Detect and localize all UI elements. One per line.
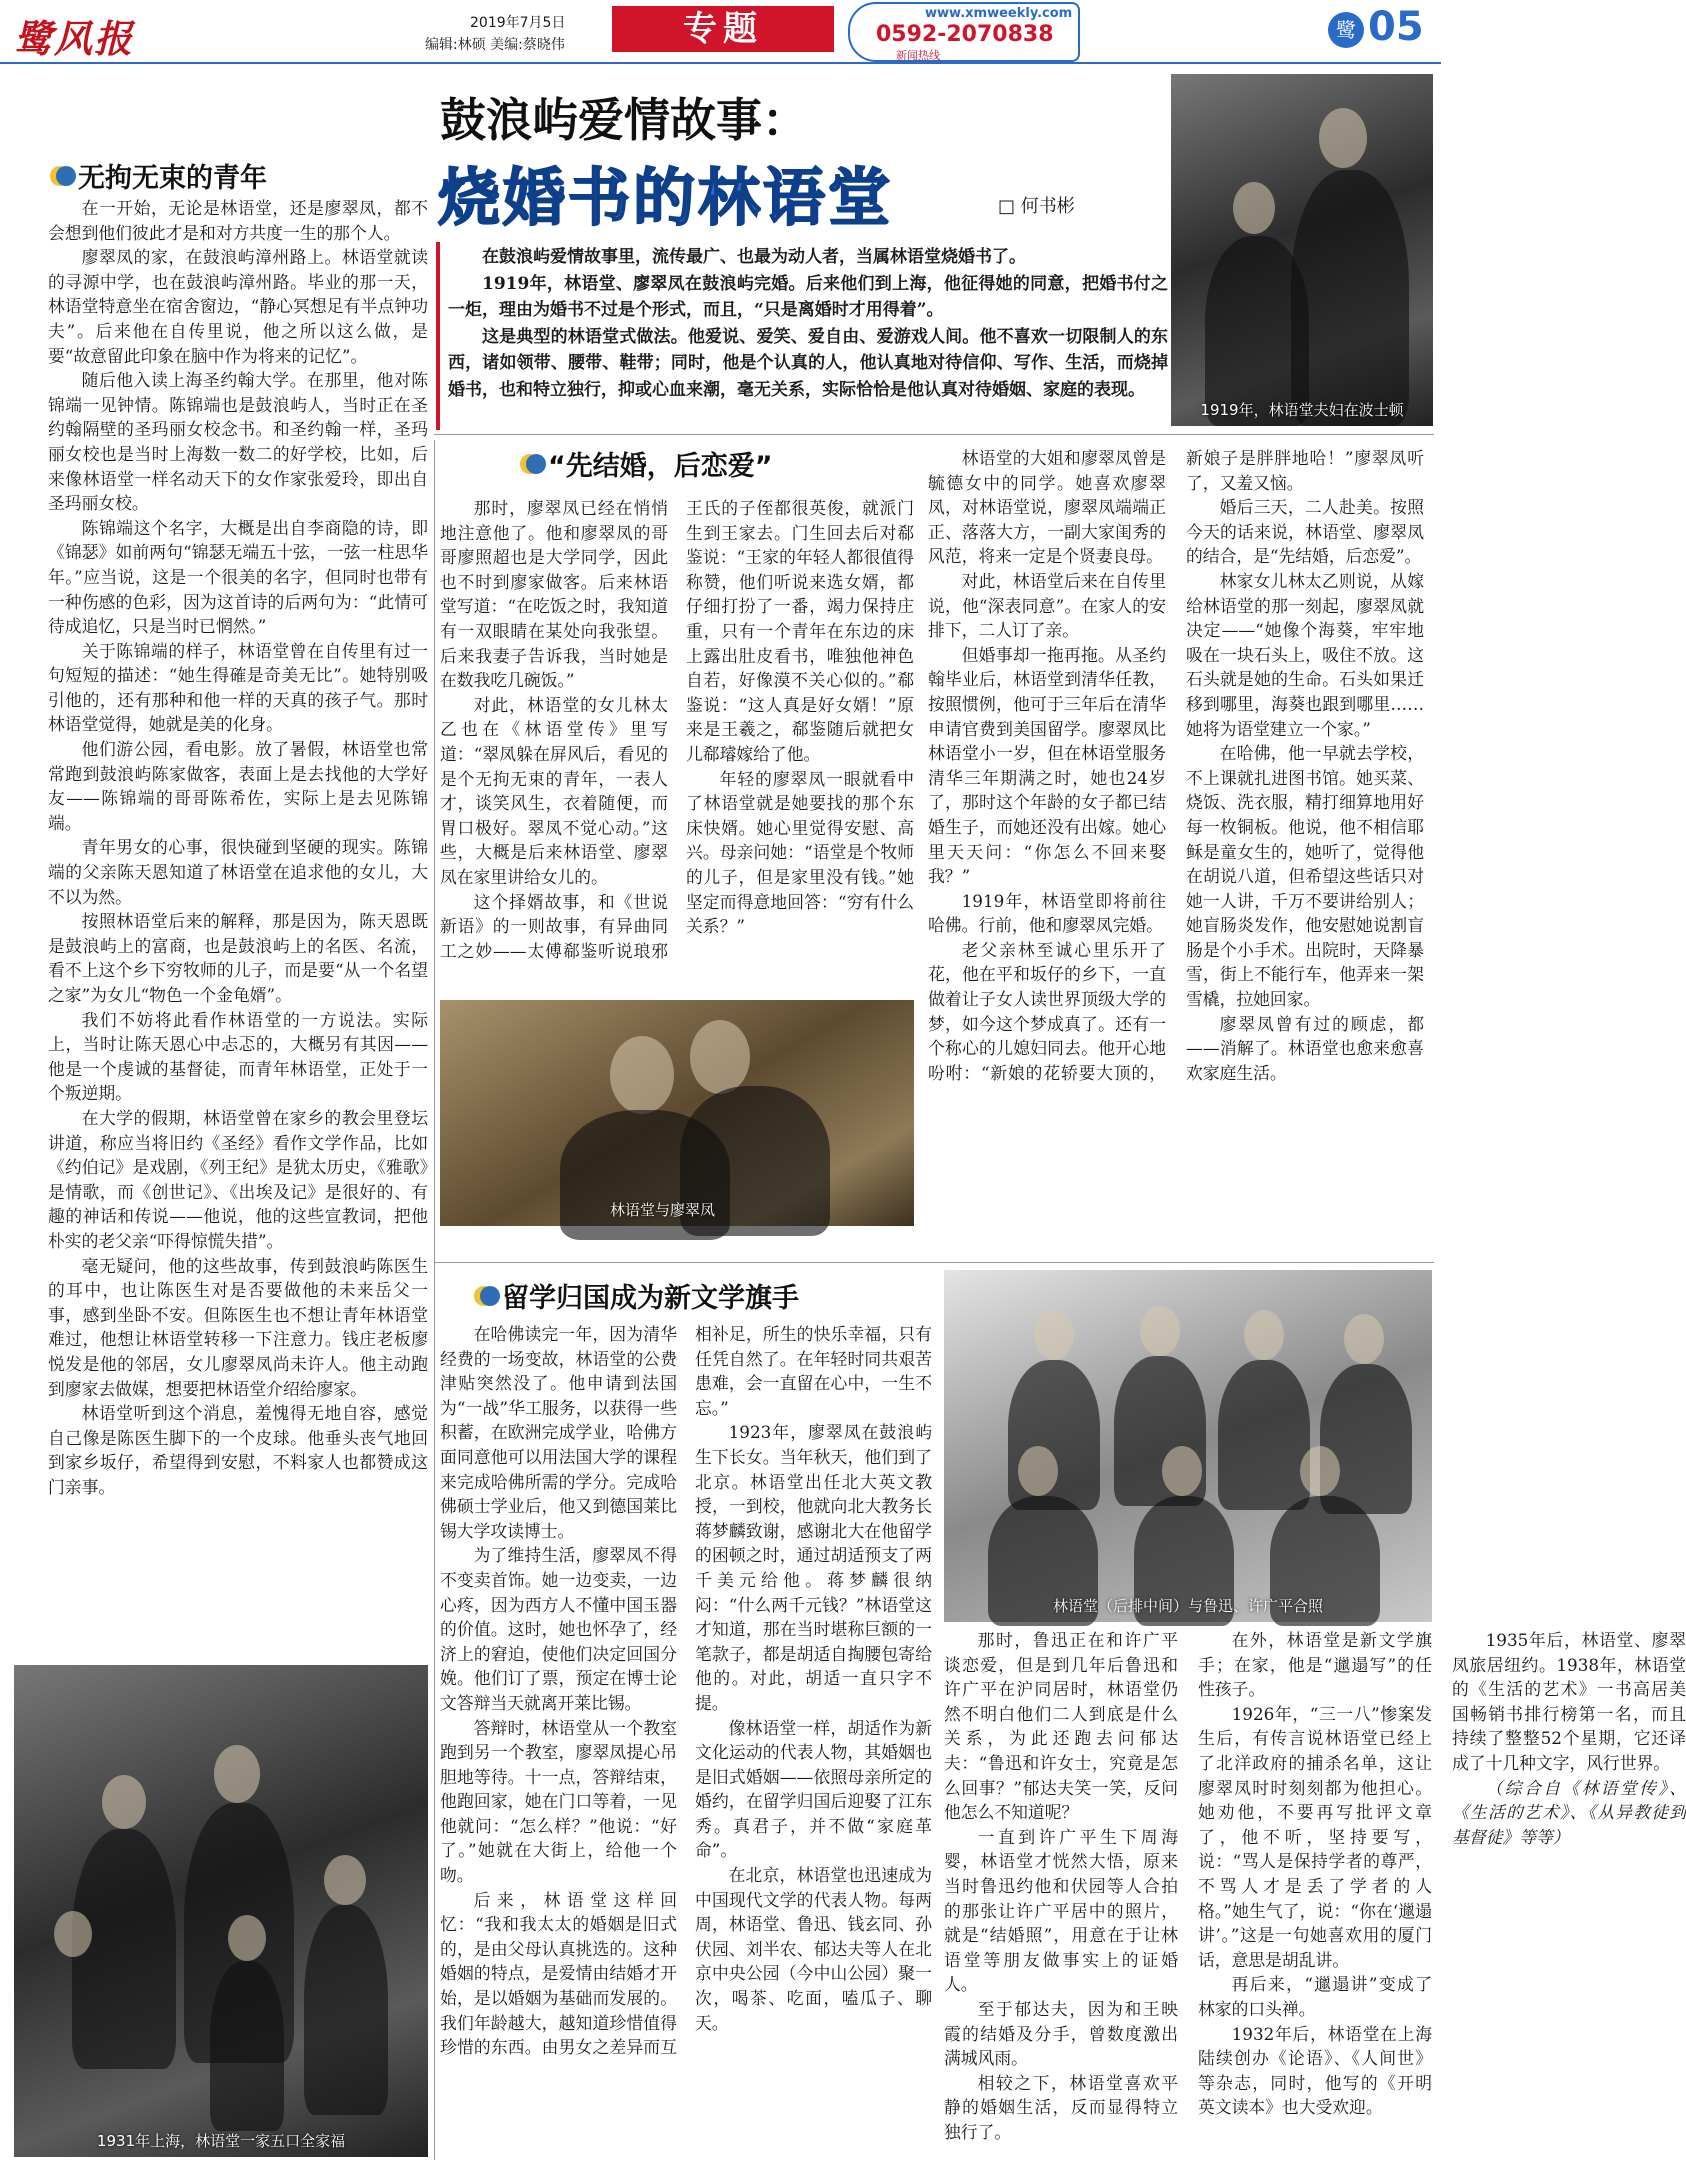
photo-couple-1919	[1171, 74, 1433, 426]
body-paragraph: 后来，林语堂这样回忆：“我和我太太的婚姻是旧式的，是由父母认真挑选的。这种婚姻的特点，是爱情由结婚才开始，是以婚姻为基础而发展的。我们年龄越大，越知道珍惜值得珍惜的东西。由男女之差异而互相补足，所生的快乐幸福，只有任凭自然了。在年轻时同共艰苦患难，会一直留在心中，一生不忘。”	[440, 1324, 932, 2058]
section-title-text: 留学归国成为新文学旗手	[502, 1283, 799, 1314]
body-paragraph: 对此，林语堂后来在自传里说，他“深表同意”。在家人的安排下，二人订了亲。	[928, 570, 1166, 641]
body-paragraph: 相较之下，林语堂喜欢平静的婚姻生活，反而显得特立独行了。	[944, 2072, 1178, 2142]
page-badge: 鹭	[1328, 12, 1364, 48]
body-paragraph: 这个择婿故事，和《世说新语》的一则故事，有异曲同工之妙——太傅郗鉴听说琅邪王氏的子侄都很英俊，就派门生到王家去。门生回去后对郗鉴说：“王家的年轻人都很值得称赞，他们听说来选女婿，都仔细打扮了一番，竭力保持庄重，只有一个青年在东边的床上露出肚皮看书，唯独他神色自若，好像漠不关心似的。”郗鉴说：“这人真是好女婿！”原来是王羲之，郗鉴随后就把女儿郗璿嫁给了他。	[440, 498, 914, 961]
photo-face	[324, 1855, 366, 1905]
paper-logo: 鹭风报	[14, 16, 135, 61]
headline-main: 烧婚书的林语堂	[438, 161, 894, 234]
body-paragraph: 那时，廖翠凤已经在悄悄地注意他了。他和廖翠凤的哥哥廖照超也是大学同学，因此也不时到廖家做客。后来林语堂写道：“在吃饭之时，我知道有一双眼睛在某处向我张望。后来我妻子告诉我，当时她是在数我吃几碗饭。”	[440, 498, 668, 691]
column-divider	[434, 440, 435, 2160]
body-paragraph: 为了维持生活，廖翠凤不得不变卖首饰。她一边变卖，一边心疼，因为西方人不懂中国玉器的价值。这时，她也怀孕了，经济上的窘迫，使他们决定回国分娩。他们订了票，预定在博士论文答辩当天就离开莱比锡。	[440, 1545, 677, 1713]
body-paragraph: 答辩时，林语堂从一个教室跑到另一个教室，廖翠凤提心吊胆地等待。十一点，答辩结束，他跑回家，她在门口等着，一见他就问：“怎么样？”他说：“好了。”她就在大街上，给他一个吻。	[440, 1717, 677, 1886]
photo-face	[610, 1036, 674, 1114]
body-paragraph: 廖翠凤曾有过的顾虑，都——消解了。林语堂也愈来愈喜欢家庭生活。	[1186, 1013, 1424, 1083]
masthead	[0, 0, 1441, 64]
photo-face	[1034, 1310, 1074, 1360]
masthead-rule	[0, 62, 1441, 64]
body-paragraph: 廖翠凤的家，在鼓浪屿漳州路上。林语堂就读的寻源中学，也在鼓浪屿漳州路。毕业的那一天，林语堂特意坐在宿舍窗边，“静心冥想足有半点钟功夫”。后来他在自传里说，他之所以这么做，是要“故意留此印象在脑中作为将来的记忆”。	[48, 247, 428, 366]
photo-with-wife	[440, 1000, 914, 1226]
body-paragraph: 在外，林语堂是新文学旗手；在家，他是“邋遢写”的任性孩子。	[1198, 1630, 1432, 1700]
column-3-right	[944, 1628, 1686, 2160]
moon-icon	[520, 454, 540, 474]
photo-figure	[1218, 1360, 1310, 1510]
body-paragraph: 再后来，“邋遢讲”变成了林家的口头禅。	[1198, 1974, 1432, 2019]
photo-face	[1233, 182, 1275, 234]
photo-caption: 林语堂与廖翠凤	[610, 1201, 716, 1219]
hotline-number: 0592-2070838	[876, 22, 1054, 47]
photo-face	[1319, 108, 1367, 168]
body-paragraph: 陈锦端这个名字，大概是出自李商隐的诗，即《锦瑟》如前两句“锦瑟无端五十弦，一弦一柱思华年。”应当说，这是一个很美的名字，但同时也带有一种伤感的色彩，因为这首诗的后两句为：“此情可待成追忆，只是当时已惘然。”	[48, 517, 428, 637]
photo-group	[944, 1270, 1432, 1622]
hotline-label: 新闻热线	[896, 49, 940, 62]
body-paragraph: 在哈佛读完一年，因为清华经费的一场变故，林语堂的公费津贴突然没了。他申请到法国为“一战”华工服务，以获得一些积蓄，在欧洲完成学业，哈佛方面同意他可以用法国大学的课程来完成哈佛所需的学分。完成哈佛硕士学业后，他又到德国莱比锡大学攻读博士。	[440, 1324, 677, 1541]
body-paragraph: 至于郁达夫，因为和王映霞的结婚及分手，曾数度激出满城风雨。	[944, 1998, 1178, 2069]
photo-face	[1344, 1314, 1384, 1364]
section-divider	[434, 434, 1434, 435]
section-title-youth	[50, 156, 267, 195]
photo-figure	[1320, 1364, 1412, 1514]
photo-figure	[210, 1961, 284, 2131]
photo-figure	[304, 1905, 388, 2115]
photo-face	[690, 1020, 750, 1094]
photo-face	[1162, 1446, 1202, 1496]
column-2-upper	[440, 496, 914, 988]
body-paragraph: 林语堂的大姐和廖翠凤曾是毓德女中的同学。她喜欢廖翠凤，对林语堂说，廖翠凤端端正正、落落大方，一副大家闺秀的风范，将来一定是个贤妻良母。	[928, 448, 1166, 567]
body-paragraph: 林家女儿林太乙则说，从嫁给林语堂的那一刻起，廖翠凤就决定——“她像个海葵，牢牢地吸在一块石头上，吸住不放。这石头就是她的生命。石头如果迁移到哪里，海葵也跟到哪里……她将为语堂建立一个家。”	[1186, 570, 1424, 739]
section-label: 专题	[612, 6, 834, 52]
lead-paragraph: 1919年，林语堂、廖翠凤在鼓浪屿完婚。后来他们到上海，他征得她的同意，把婚书付之一炬，理由为婚书不过是个形式，而且，“只是离婚时才用得着”。	[448, 273, 1168, 320]
photo-caption: 1919年，林语堂夫妇在波士顿	[1200, 401, 1404, 419]
editor-credits: 编辑:林硕 美编:蔡晓伟	[425, 37, 565, 53]
body-paragraph: 那时，鲁迅正在和许广平谈恋爱，但是到几年后鲁迅和许广平在沪同居时，林语堂仍然不明白他们二人到底是什么关系，为此还跑去问郁达夫：“鲁迅和许女士，究竟是怎么回事？”郁达夫笑一笑，反问他怎么不知道呢？	[944, 1630, 1178, 1823]
body-paragraph: 年轻的廖翠凤一眼就看中了林语堂就是她要找的那个东床快婿。她心里觉得安慰、高兴。母亲问她：“语堂是个牧师的儿子，但是家里没有钱。”她坚定而得意地回答：“穷有什么关系？”	[686, 768, 914, 937]
issue-date: 2019年7月5日	[470, 15, 566, 31]
body-paragraph: 毫无疑问，他的这些故事，传到鼓浪屿陈医生的耳中，也让陈医生对是否要做他的未来岳父一事，感到坐卧不安。但陈医生也不想让青年林语堂难过，他想让林语堂转移一下注意力。钱庄老板廖悦发是他的邻居，女儿廖翠凤尚未许人。他主动跑到廖家去做媒，想要把林语堂介绍给廖家。	[48, 1255, 428, 1399]
photo-family-1931	[14, 1665, 428, 2157]
section-title-marriage	[520, 444, 773, 483]
lead-accent-bar	[436, 242, 440, 430]
photo-face	[214, 1745, 260, 1803]
moon-icon	[50, 166, 70, 186]
lead-text	[448, 244, 1168, 430]
body-paragraph: 在哈佛，他一早就去学校，不上课就扎进图书馆。她买菜、烧饭、洗衣服，精打细算地用好每一枚铜板。他说，他不相信耶稣是童女生的，她听了，觉得他在胡说八道，但希望这些话只对她一人讲，千万不要讲给别人；她盲肠炎发作，他安慰她说割盲肠是个小手术。出院时，天降暴雪，街上不能行车，他弄来一架雪橇，拉她回家。	[1186, 743, 1424, 1010]
moon-icon	[474, 1286, 494, 1306]
photo-face	[54, 1911, 92, 1957]
body-paragraph: 在大学的假期，林语堂曾在家乡的教会里登坛讲道，称应当将旧约《圣经》看作文学作品，比如《约伯记》是戏剧，《列王纪》是犹太历史，《雅歌》是情歌，而《创世记》、《出埃及记》是很好的、有趣的神话和传说——他说，他的这些宣教词，把他朴实的老父亲“吓得惊慌失措”。	[48, 1107, 428, 1251]
body-paragraph: 但婚事却一拖再拖。从圣约翰毕业后，林语堂到清华任教，按照惯例，他可于三年后在清华申请官费到美国留学。廖翠凤比林语堂小一岁，但在林语堂服务清华三年期满之时，她也24岁了，那时这个年龄的女子都已结婚生子，而她还没有出嫁。她心里天天问：“你怎么不回来娶我？”	[928, 644, 1166, 887]
photo-face	[1244, 1310, 1284, 1360]
body-paragraph: 1923年，廖翠凤在鼓浪屿生下长女。当年秋天，他们到了北京。林语堂出任北大英文教授，一到校，他就向北大教务长蒋梦麟致谢，感谢北大在他留学的困顿之时，通过胡适预支了两千美元给他。蒋梦麟很纳闷：“什么两千元钱？”林语堂这才知道，那在当时堪称巨额的一笔款子，都是胡适自掏腰包寄给他的。对此，胡适一直只字不提。	[695, 1422, 932, 1713]
body-paragraph: 他们游公园，看电影。放了暑假，林语堂也常常跑到鼓浪屿陈家做客，表面上是去找他的大学好友——陈锦端的哥哥陈希佐，实际上是去见陈锦端。	[48, 739, 428, 833]
body-paragraph: 一直到许广平生下周海婴，林语堂才恍然大悟，原来当时鲁迅约他和伏园等人合拍的那张让许广平居中的照片，就是“结婚照”，用意在于让林语堂等朋友做事实上的证婚人。	[944, 1826, 1178, 1995]
column-3-left	[440, 1322, 932, 2160]
photo-caption: 林语堂（后排中间）与鲁迅、许广平合照	[1052, 1597, 1323, 1615]
photo-face	[228, 1915, 266, 1961]
section-title-return	[474, 1276, 799, 1315]
photo-figure	[72, 1829, 176, 2069]
byline: □ 何书彬	[998, 196, 1075, 217]
photo-caption: 1931年上海，林语堂一家五口全家福	[96, 2132, 346, 2150]
body-paragraph: 1932年后，林语堂在上海陆续创办《论语》、《人间世》等杂志，同时，他写的《开明英文读本》也大受欢迎。	[1198, 2023, 1432, 2118]
photo-figure	[1205, 236, 1309, 426]
column-2-right	[928, 446, 1424, 1252]
section-title-text: 无拘无束的青年	[78, 163, 267, 194]
body-paragraph: 随后他入读上海圣约翰大学。在那里，他对陈锦端一见钟情。陈锦端也是鼓浪屿人，当时正在圣约翰隔壁的圣玛丽女校念书。和圣约翰一样，圣玛丽女校也是当时上海数一数二的好学校，比如，后来像林语堂一样名动天下的女作家张爱玲，即出自圣玛丽女校。	[48, 370, 428, 514]
body-paragraph: 1935年后，林语堂、廖翠凤旅居纽约。1938年，林语堂的《生活的艺术》一书高居美国畅销书排行榜第一名，而且持续了整整52个星期，它还译成了十几种文字，风行世界。	[1452, 1630, 1686, 1773]
section-divider	[434, 1262, 1434, 1263]
website-link[interactable]: www.xmweekly.com	[925, 6, 1073, 21]
headline-kicker: 鼓浪屿爱情故事：	[440, 93, 808, 147]
body-paragraph: 青年男女的心事，很快碰到坚硬的现实。陈锦端的父亲陈天恩知道了林语堂在追求他的女儿，大不以为然。	[48, 837, 428, 907]
body-paragraph: 1926年，“三一八”惨案发生后，有传言说林语堂已经上了北洋政府的捕杀名单，这让廖翠凤时时刻刻都为他担心。她劝他，不要再写批评文章了，他不听，坚持要写，说：“骂人是保持学者的尊严，不骂人才是丢了学者的人格。”她生气了，说：“你在‘邋遢讲’。”这是一句她喜欢用的厦门话，意思是胡乱讲。	[1198, 1703, 1432, 1970]
photo-face	[102, 1775, 146, 1829]
body-paragraph: 按照林语堂后来的解释，那是因为，陈天恩既是鼓浪屿上的富商，也是鼓浪屿上的名医、名流，看不上这个乡下穷牧师的儿子，而是要“从一个名望之家”为女儿“物色一个金龟婿”。	[48, 911, 428, 1005]
source-note: （综合自《林语堂传》、《生活的艺术》、《从异教徒到基督徒》等等）	[1452, 1777, 1686, 1847]
body-paragraph: 婚后三天，二人赴美。按照今天的话来说，林语堂、廖翠凤的结合，是“先结婚，后恋爱”。	[1186, 497, 1424, 567]
body-paragraph: 像林语堂一样，胡适作为新文化运动的代表人物，其婚姻也是旧式婚姻——依照母亲所定的婚约，在留学归国后迎娶了江东秀。真君子，并不做“家庭革命”。	[695, 1717, 932, 1861]
photo-face	[1018, 1446, 1058, 1496]
lead-paragraph: 在鼓浪屿爱情故事里，流传最广、也最为动人者，当属林语堂烧婚书了。	[482, 247, 1026, 267]
photo-figure	[1008, 1360, 1100, 1510]
body-paragraph: 1919年，林语堂即将前往哈佛。行前，他和廖翠凤完婚。	[928, 890, 1166, 936]
body-paragraph: 在一开始，无论是林语堂，还是廖翠凤，都不会想到他们彼此才是和对方共度一生的那个人。	[48, 198, 428, 243]
lead-paragraph: 这是典型的林语堂式做法。他爱说、爱笑、爱自由、爱游戏人间。他不喜欢一切限制人的东西，诸如领带、腰带、鞋带；同时，他是个认真的人，他认真地对待信仰、写作、生活，而烧掉婚书，也和特立独行，抑或心血来潮，毫无关系，实际恰恰是他认真对待婚姻、家庭的表现。	[448, 326, 1168, 400]
body-paragraph: 老父亲林至诚心里乐开了花，他在平和坂仔的乡下，一直做着让子女人读世界顶级大学的梦，如今这个梦成真了。还有一个称心的儿媳妇同去。他开心地吩咐：“新娘的花轿要大顶的，新娘子是胖胖地哈！”廖翠凤听了，又羞又恼。	[928, 448, 1424, 1083]
column-1-top	[48, 196, 428, 1660]
photo-face	[1300, 1446, 1340, 1496]
body-paragraph: 关于陈锦端的样子，林语堂曾在自传里有过一句短短的描述：“她生得確是奇美无比”。她特别吸引他的，还有那种和他一样的天真的孩子气。那时林语堂觉得，她就是美的化身。	[48, 640, 428, 735]
photo-face	[1140, 1306, 1180, 1356]
body-paragraph: 我们不妨将此看作林语堂的一方说法。实际上，当时让陈天恩心中忐忑的，大概另有其因——他是一个虔诚的基督徒，而青年林语堂，正处于一个叛逆期。	[48, 1009, 428, 1104]
body-paragraph: 林语堂听到这个消息，羞愧得无地自容，感觉自己像是陈医生脚下的一个皮球。他垂头丧气地回到家乡坂仔，希望得到安慰，不料家人也都赞成这门亲事。	[48, 1403, 428, 1497]
page-number: 05	[1368, 4, 1424, 50]
section-title-text: “先结婚，后恋爱”	[548, 451, 773, 482]
body-paragraph: 对此，林语堂的女儿林太乙也在《林语堂传》里写道：“翠凤躲在屏风后，看见的是个无拘无束的青年，一表人才，谈笑风生，衣着随便，而胃口极好。翠凤不觉心动。”这些，大概是后来林语堂、廖翠凤在家里讲给女儿的。	[440, 694, 668, 887]
body-paragraph: 在北京，林语堂也迅速成为中国现代文学的代表人物。每两周，林语堂、鲁迅、钱玄同、孙伏园、刘半农、郁达夫等人在北京中央公园（今中山公园）聚一次，喝茶、吃面，嗑瓜子、聊天。	[695, 1865, 932, 2033]
